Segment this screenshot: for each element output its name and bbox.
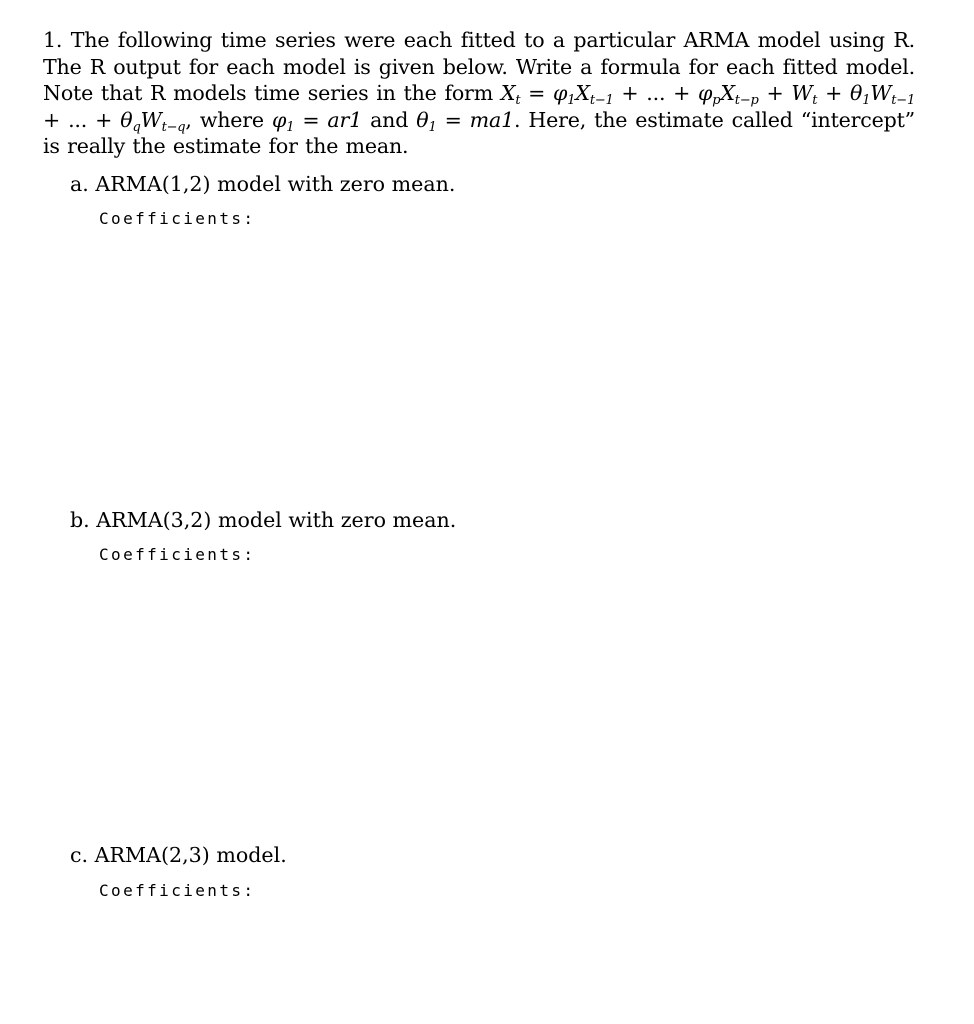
where-text: where bbox=[199, 107, 264, 132]
problem-number: 1. bbox=[43, 28, 63, 52]
theta-definition: $\theta_1 = ma1$ bbox=[416, 107, 514, 135]
part-a-coefficients-label: Coefficients: bbox=[99, 209, 256, 228]
model-formula: $X_t = \varphi_1X_{t-1}$ + ... + $\varphi_pX_{t-p} + W_t + \theta_1W_{t-1}$ + ... + $\theta_qW_{t-q}$, bbox=[43, 81, 916, 135]
problem-tail: . Here, the estimate called “intercept” is really the estimate for the mean. bbox=[43, 107, 915, 159]
part-c-heading: c. ARMA(2,3) model. bbox=[70, 843, 287, 867]
part-a-heading: a. ARMA(1,2) model with zero mean. bbox=[70, 172, 456, 196]
problem-text: The following time series were each fitted to a particular ARMA model using R. The R output for each model is given below. Write a formula for each fitted model. Note that R models time series in the form bbox=[43, 28, 915, 106]
phi-definition: $\varphi_1 = ar1$ bbox=[271, 107, 363, 135]
problem-statement bbox=[43, 27, 915, 160]
and-text: and bbox=[370, 107, 409, 132]
part-c-coefficients-label: Coefficients: bbox=[99, 881, 256, 900]
part-b-heading: b. ARMA(3,2) model with zero mean. bbox=[70, 508, 457, 532]
part-b-coefficients-label: Coefficients: bbox=[99, 545, 256, 564]
